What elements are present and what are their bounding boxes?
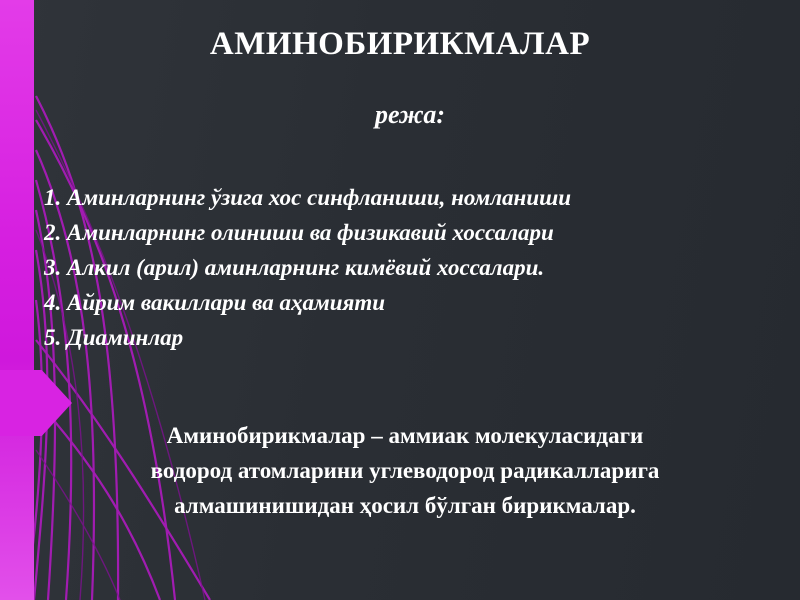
definition-line: алмашинишидан ҳосил бўлган бирикмалар.: [174, 493, 636, 518]
definition-block: [40, 418, 770, 523]
page-title: АМИНОБИРИКМАЛАР: [209, 26, 591, 62]
accent-band-left: [0, 0, 34, 600]
definition-line: водород атомларини углеводород радикалларига: [150, 458, 660, 483]
list-item: 1. Аминларнинг ўзига хос синфланиши, номланиши: [44, 185, 572, 210]
list-item: 5. Диаминлар: [44, 325, 184, 350]
list-item: 2. Аминларнинг олиниши ва физикавий хоссалари: [44, 220, 554, 245]
list-item: 3. Алкил (арил) аминларнинг кимёвий хоссалари.: [44, 255, 545, 280]
plan-list: [44, 180, 784, 355]
definition-line: Аминобирикмалар – аммиак молекуласидаги: [166, 423, 644, 448]
slide-subtitle: режа:: [375, 100, 445, 129]
list-item: 4. Айрим вакиллари ва аҳамияти: [44, 290, 386, 315]
